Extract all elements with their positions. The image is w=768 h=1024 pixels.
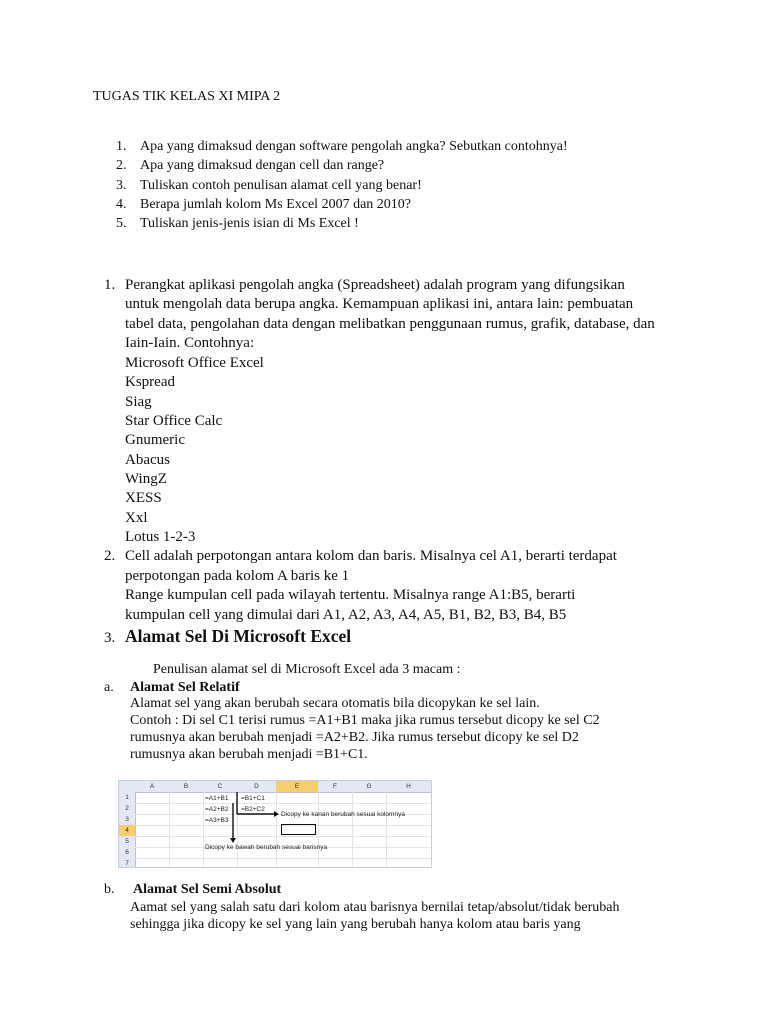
column-header: B bbox=[169, 781, 204, 793]
column-header: E bbox=[276, 781, 319, 793]
example-item: XESS bbox=[125, 490, 162, 506]
arrow-down-icon bbox=[230, 803, 236, 843]
row-header: 4 bbox=[119, 825, 136, 837]
answer-number: 2. bbox=[104, 548, 116, 564]
subsection-line: rumusnya akan berubah menjadi =A2+B2. Jika rumus tersebut dicopy ke sel D2 bbox=[130, 730, 579, 745]
subsection-line: rumusnya akan berubah menjadi =B1+C1. bbox=[130, 747, 368, 762]
subsection-title: Alamat Sel Semi Absolut bbox=[133, 882, 282, 897]
example-item: Gnumeric bbox=[125, 432, 185, 448]
subsection-line: Alamat sel yang akan berubah secara otomatis bila dicopykan ke sel lain. bbox=[130, 696, 540, 711]
section-heading: Alamat Sel Di Microsoft Excel bbox=[125, 626, 352, 646]
column-header: F bbox=[318, 781, 353, 793]
example-item: Siag bbox=[125, 394, 152, 410]
example-item: Kspread bbox=[125, 374, 175, 390]
answer-number: 1. bbox=[104, 277, 116, 293]
cell-d2: =B2+C2 bbox=[241, 806, 265, 813]
question-text: Apa yang dimaksud dengan software pengolah angka? Sebutkan contohnya! bbox=[140, 139, 568, 154]
answer-line: untuk mengolah data berupa angka. Kemampuan aplikasi ini, antara lain: pembuatan bbox=[125, 296, 634, 312]
subsection-title: Alamat Sel Relatif bbox=[130, 680, 240, 695]
arrow-right-icon bbox=[237, 792, 279, 817]
cell-c2: =A2+B2 bbox=[205, 806, 229, 813]
row-header: 5 bbox=[119, 836, 136, 848]
answer-line: Cell adalah perpotongan antara kolom dan baris. Misalnya cel A1, berarti terdapat bbox=[125, 548, 617, 564]
question-number: 4. bbox=[116, 197, 127, 212]
question-item bbox=[116, 197, 411, 213]
column-header: D bbox=[237, 781, 277, 793]
row-header: 7 bbox=[119, 858, 136, 868]
column-header: H bbox=[386, 781, 432, 793]
column-header: A bbox=[135, 781, 170, 793]
answer-line: Perangkat aplikasi pengolah angka (Spreadsheet) adalah program yang difungsikan bbox=[125, 277, 625, 293]
section-intro: Penulisan alamat sel di Microsoft Excel ada 3 macam : bbox=[153, 662, 461, 677]
question-text: Tuliskan jenis-jenis isian di Ms Excel ! bbox=[140, 216, 359, 231]
arrows-overlay bbox=[119, 781, 431, 867]
subsection-label: a. bbox=[104, 680, 114, 695]
question-item bbox=[116, 139, 568, 155]
example-item: Xxl bbox=[125, 510, 148, 526]
answer-line: tabel data, pengolahan data dengan melibatkan penggunaan rumus, grafik, database, dan bbox=[125, 316, 655, 332]
example-item: Microsoft Office Excel bbox=[125, 355, 264, 371]
question-number: 5. bbox=[116, 216, 127, 231]
subsection-line: Contoh : Di sel C1 terisi rumus =A1+B1 maka jika rumus tersebut dicopy ke sel C2 bbox=[130, 713, 600, 728]
row-header: 6 bbox=[119, 847, 136, 859]
subsection-line: sehingga jika dicopy ke sel yang lain yang berubah hanya kolom atau baris yang bbox=[130, 917, 581, 932]
subsection-line: Aamat sel yang salah satu dari kolom atau barisnya bernilai tetap/absolut/tidak berubah bbox=[130, 900, 620, 915]
answer-number: 3. bbox=[104, 630, 116, 646]
note-copy-right: Dicopy ke kanan berubah sesuai kolomnya bbox=[281, 811, 405, 818]
answer-line: Range kumpulan cell pada wilayah tertentu. Misalnya range A1:B5, berarti bbox=[125, 587, 576, 603]
row-header: 3 bbox=[119, 814, 136, 826]
example-item: Abacus bbox=[125, 452, 170, 468]
document-title: TUGAS TIK KELAS XI MIPA 2 bbox=[93, 89, 281, 104]
example-item: Lotus 1-2-3 bbox=[125, 529, 196, 545]
cell-c1: =A1+B1 bbox=[205, 795, 229, 802]
question-number: 1. bbox=[116, 139, 127, 154]
question-item bbox=[116, 178, 422, 194]
column-header: C bbox=[203, 781, 238, 793]
subsection-label: b. bbox=[104, 882, 115, 897]
question-number: 3. bbox=[116, 178, 127, 193]
answer-line: perpotongan pada kolom A baris ke 1 bbox=[125, 568, 350, 584]
question-item bbox=[116, 216, 359, 232]
row-header: 1 bbox=[119, 792, 136, 804]
cell-d1: =B1+C1 bbox=[241, 795, 265, 802]
column-header: G bbox=[352, 781, 387, 793]
question-text: Apa yang dimaksud dengan cell dan range? bbox=[140, 158, 385, 173]
spreadsheet-figure bbox=[118, 780, 432, 868]
answer-line: kumpulan cell yang dimulai dari A1, A2, A3, A4, A5, B1, B2, B3, B4, B5 bbox=[125, 607, 567, 623]
question-item bbox=[116, 158, 384, 174]
question-text: Tuliskan contoh penulisan alamat cell yang benar! bbox=[140, 178, 422, 193]
question-number: 2. bbox=[116, 158, 127, 173]
example-item: WingZ bbox=[125, 471, 167, 487]
cell-c3: =A3+B3 bbox=[205, 817, 229, 824]
row-header: 2 bbox=[119, 803, 136, 815]
note-copy-down: Dicopy ke bawah berubah sesuai barisnya bbox=[205, 844, 328, 851]
question-text: Berapa jumlah kolom Ms Excel 2007 dan 2010? bbox=[140, 197, 411, 212]
example-item: Star Office Calc bbox=[125, 413, 223, 429]
answer-line: Iain-Iain. Contohnya: bbox=[125, 335, 255, 351]
